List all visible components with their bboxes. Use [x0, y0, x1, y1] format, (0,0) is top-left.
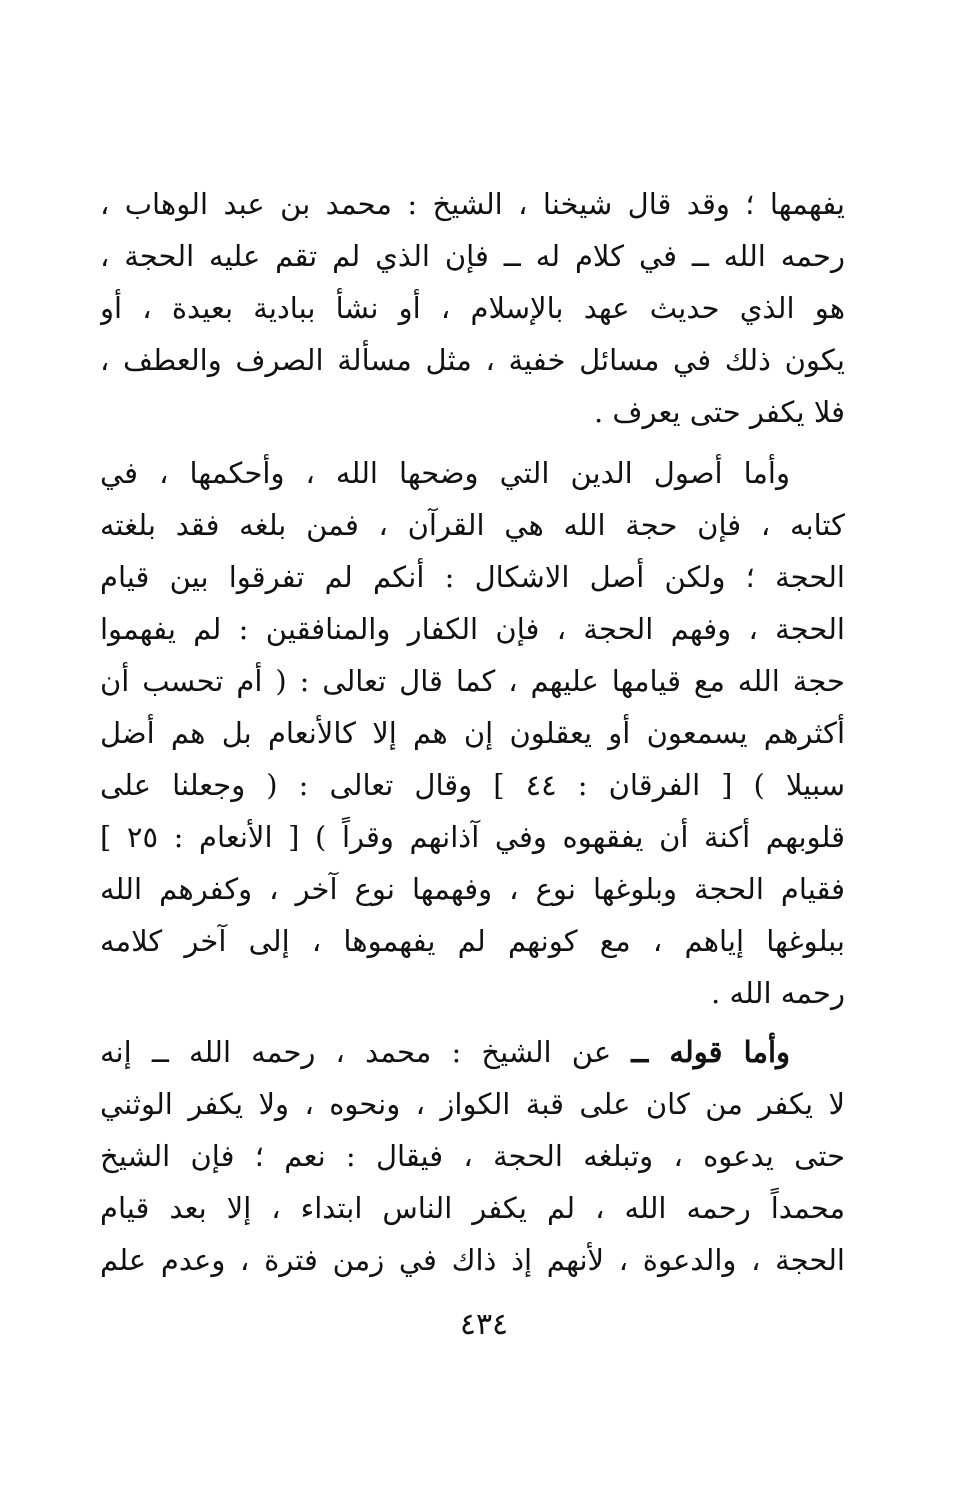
text-line: سبيلا ) [ الفرقان : ٤٤ ] وقال تعالى : ( وجعلنا على	[100, 768, 845, 802]
text-line: قلوبهم أكنة أن يفقهوه وفي آذانهم وقراً ) [ الأنعام : ٢٥ ]	[100, 820, 845, 854]
text-line: كتابه ، فإن حجة الله هي القرآن ، فمن بلغه فقد بلغته	[100, 508, 845, 542]
text-line: ببلوغها إياهم ، مع كونهم لم يفهموها ، إلى آخر كلامه	[100, 924, 845, 958]
text-line: فقيام الحجة وبلوغها نوع ، وفهمها نوع آخر ، وكفرهم الله	[100, 872, 845, 906]
text-line: الحجة ، وفهم الحجة ، فإن الكفار والمنافقين : لم يفهموا	[100, 612, 845, 646]
text-line: رحمه الله ــ في كلام له ــ فإن الذي لم تقم عليه الحجة ،	[100, 239, 845, 273]
text-line-rest: عن الشيخ : محمد ، رحمه الله ــ إنه	[100, 1035, 612, 1069]
paragraph-3	[100, 1026, 845, 1286]
text-line: الحجة ، والدعوة ، لأنهم إذ ذاك في زمن فترة ، وعدم علم	[100, 1243, 845, 1277]
text-line: الحجة ؛ ولكن أصل الاشكال : أنكم لم تفرقوا بين قيام	[100, 560, 845, 594]
text-line: يكون ذلك في مسائل خفية ، مثل مسألة الصرف والعطف ،	[100, 343, 845, 377]
text-line: وأما أصول الدين التي وضحها الله ، وأحكمها ، في	[100, 456, 790, 490]
text-line: أكثرهم يسمعون أو يعقلون إن هم إلا كالأنعام بل هم أضل	[100, 716, 845, 750]
text-line: هو الذي حديث عهد بالإسلام ، أو نشأ ببادية بعيدة ، أو	[100, 291, 845, 325]
text-line: محمداً رحمه الله ، لم يكفر الناس ابتداء ، إلا بعد قيام	[100, 1191, 845, 1225]
page-number: ٤٣٤	[459, 1307, 509, 1342]
text-line: رحمه الله .	[711, 976, 845, 1010]
text-line: فلا يكفر حتى يعرف .	[594, 395, 845, 429]
text-line: يفهمها ؛ وقد قال شيخنا ، الشيخ : محمد بن عبد الوهاب ،	[100, 187, 845, 221]
text-line: لا يكفر من كان على قبة الكواز ، ونحوه ، ولا يكفر الوثني	[100, 1087, 845, 1121]
bold-lead-phrase: وأما قوله ــ	[631, 1035, 791, 1069]
text-line: حتى يدعوه ، وتبلغه الحجة ، فيقال : نعم ؛ فإن الشيخ	[100, 1139, 845, 1173]
text-line: حجة الله مع قيامها عليهم ، كما قال تعالى : ( أم تحسب أن	[100, 664, 845, 698]
paragraph-1	[100, 178, 845, 438]
text-line	[100, 1026, 845, 1078]
paragraph-2	[100, 447, 845, 1019]
